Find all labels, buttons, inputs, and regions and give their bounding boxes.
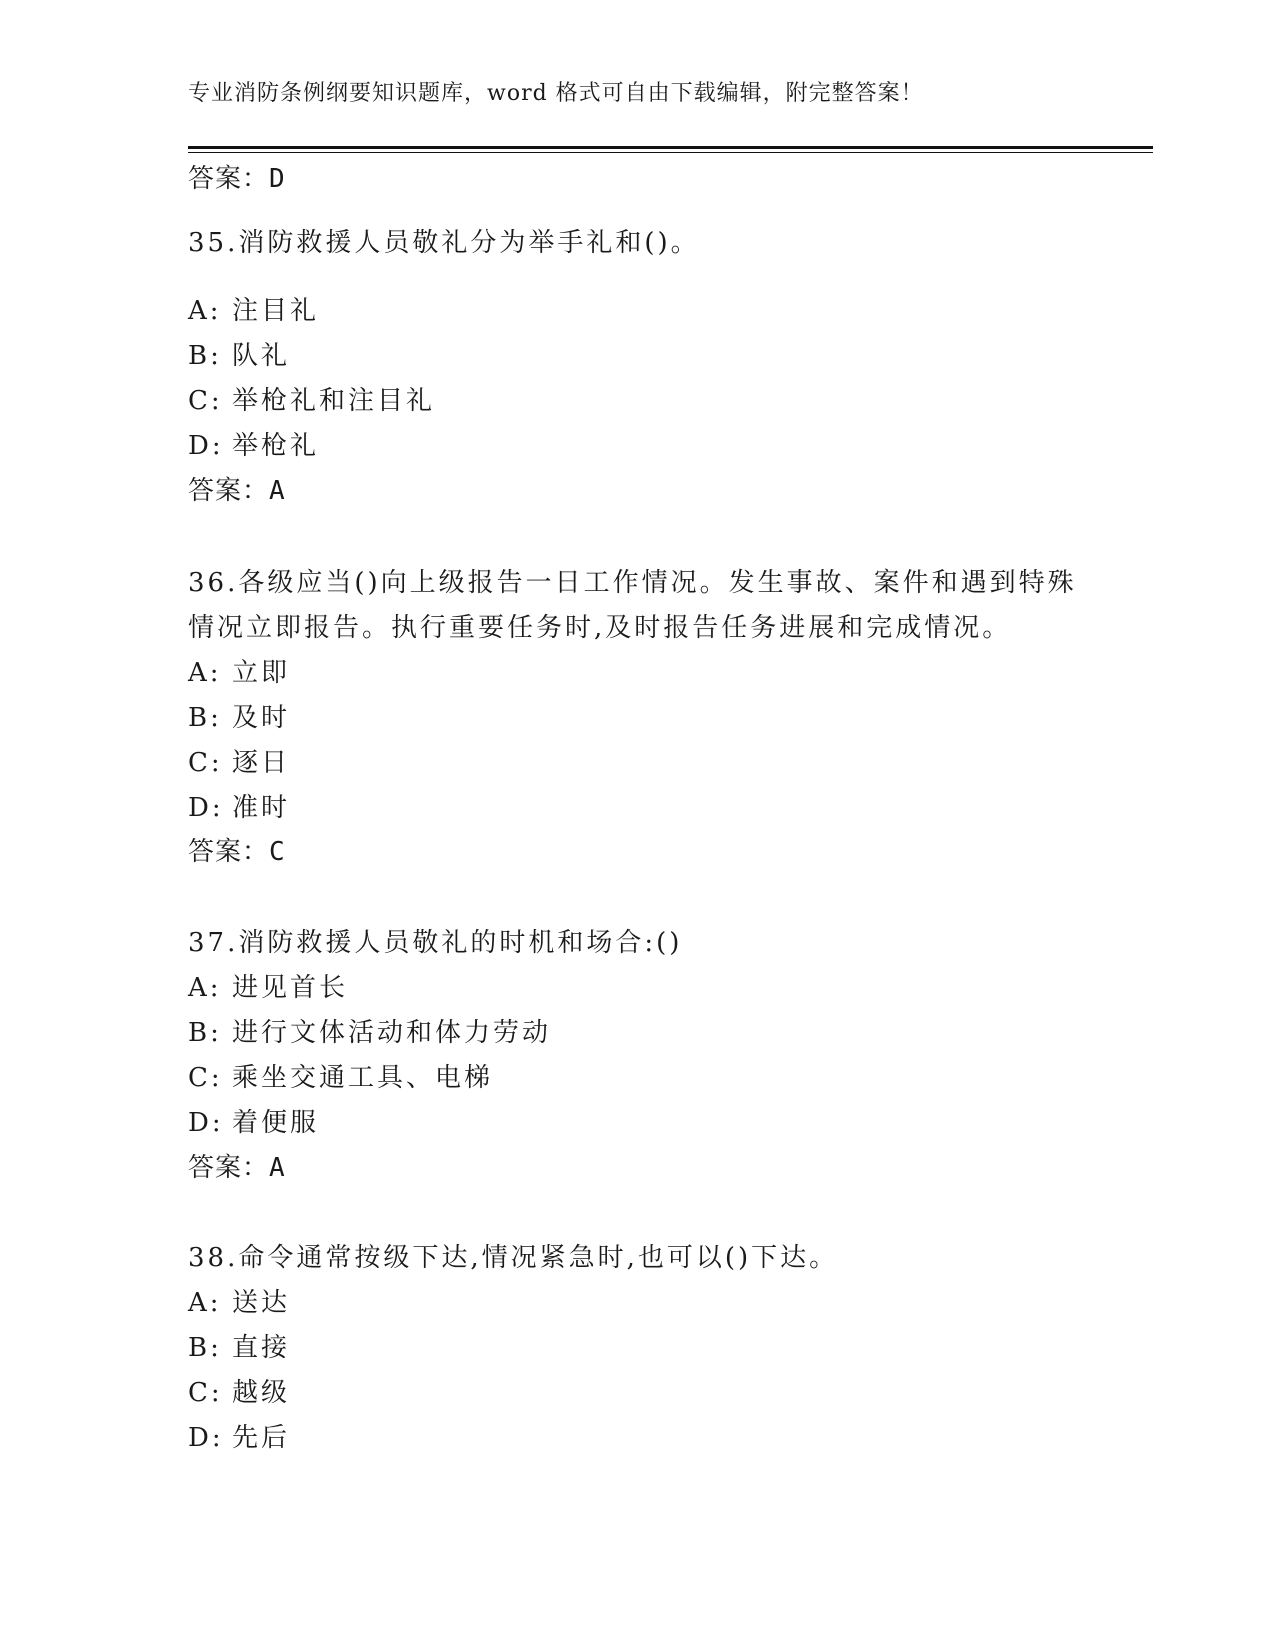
option-label: B: xyxy=(188,1018,222,1048)
option-label: C: xyxy=(188,748,223,778)
answer-label: 答案： xyxy=(188,164,270,194)
option-label: A: xyxy=(188,296,222,326)
option-text: 送达 xyxy=(232,1288,291,1318)
question-36-stem-line-1: 36.各级应当()向上级报告一日工作情况。发生事故、案件和遇到特殊 xyxy=(188,568,1077,598)
option-label: B: xyxy=(188,703,222,733)
question-38-stem: 38.命令通常按级下达,情况紧急时,也可以()下达。 xyxy=(188,1243,839,1273)
answer-label: 答案： xyxy=(188,476,270,506)
question-36-option-a xyxy=(188,652,290,689)
question-38-option-b xyxy=(188,1327,290,1364)
question-37-option-c xyxy=(188,1057,493,1094)
question-36-option-d xyxy=(188,787,290,824)
question-37-stem: 37.消防救援人员敬礼的时机和场合:() xyxy=(188,928,683,958)
question-37-option-d xyxy=(188,1102,319,1139)
answer-value: C xyxy=(269,837,286,867)
option-text: 立即 xyxy=(232,658,291,688)
question-35-option-a xyxy=(188,290,319,327)
header-rule-thick xyxy=(188,146,1153,149)
option-label: A: xyxy=(188,973,222,1003)
option-text: 队礼 xyxy=(232,341,291,371)
option-label: D: xyxy=(188,793,224,823)
option-label: C: xyxy=(188,386,223,416)
option-text: 直接 xyxy=(232,1333,291,1363)
option-text: 进见首长 xyxy=(232,973,349,1003)
option-text: 越级 xyxy=(232,1378,291,1408)
question-36-option-b xyxy=(188,697,290,734)
answer-value: D xyxy=(269,164,286,194)
option-text: 举枪礼 xyxy=(232,431,320,461)
option-text: 注目礼 xyxy=(232,296,320,326)
previous-answer xyxy=(188,158,286,195)
answer-value: A xyxy=(269,476,286,506)
question-37-option-a xyxy=(188,967,348,1004)
answer-value: A xyxy=(269,1153,286,1183)
question-36-option-c xyxy=(188,742,290,779)
option-text: 及时 xyxy=(232,703,291,733)
question-38-option-c xyxy=(188,1372,290,1409)
option-label: C: xyxy=(188,1378,223,1408)
question-35-stem: 35.消防救援人员敬礼分为举手礼和()。 xyxy=(188,228,700,258)
question-37-option-b xyxy=(188,1012,551,1049)
option-text: 进行文体活动和体力劳动 xyxy=(232,1018,552,1048)
option-text: 逐日 xyxy=(232,748,291,778)
option-label: B: xyxy=(188,1333,222,1363)
question-35-answer xyxy=(188,470,286,507)
option-label: D: xyxy=(188,1108,224,1138)
option-label: A: xyxy=(188,1288,222,1318)
answer-label: 答案： xyxy=(188,837,270,867)
question-36-stem-line-2: 情况立即报告。执行重要任务时,及时报告任务进展和完成情况。 xyxy=(188,613,1012,643)
option-text: 准时 xyxy=(232,793,291,823)
question-35-option-c xyxy=(188,380,435,417)
question-36-answer xyxy=(188,831,286,868)
option-label: C: xyxy=(188,1063,223,1093)
question-38-option-a xyxy=(188,1282,290,1319)
option-label: B: xyxy=(188,341,222,371)
question-38-option-d xyxy=(188,1417,290,1454)
question-37-answer xyxy=(188,1147,286,1184)
option-text: 着便服 xyxy=(232,1108,320,1138)
option-text: 举枪礼和注目礼 xyxy=(232,386,436,416)
option-text: 先后 xyxy=(232,1423,291,1453)
option-label: D: xyxy=(188,1423,224,1453)
option-text: 乘坐交通工具、电梯 xyxy=(232,1063,494,1093)
page-header: 专业消防条例纲要知识题库，word 格式可自由下载编辑，附完整答案！ xyxy=(188,81,924,106)
question-35-option-b xyxy=(188,335,290,372)
option-label: A: xyxy=(188,658,222,688)
question-35-option-d xyxy=(188,425,319,462)
option-label: D: xyxy=(188,431,224,461)
answer-label: 答案： xyxy=(188,1153,270,1183)
header-rule-thin xyxy=(188,152,1153,153)
